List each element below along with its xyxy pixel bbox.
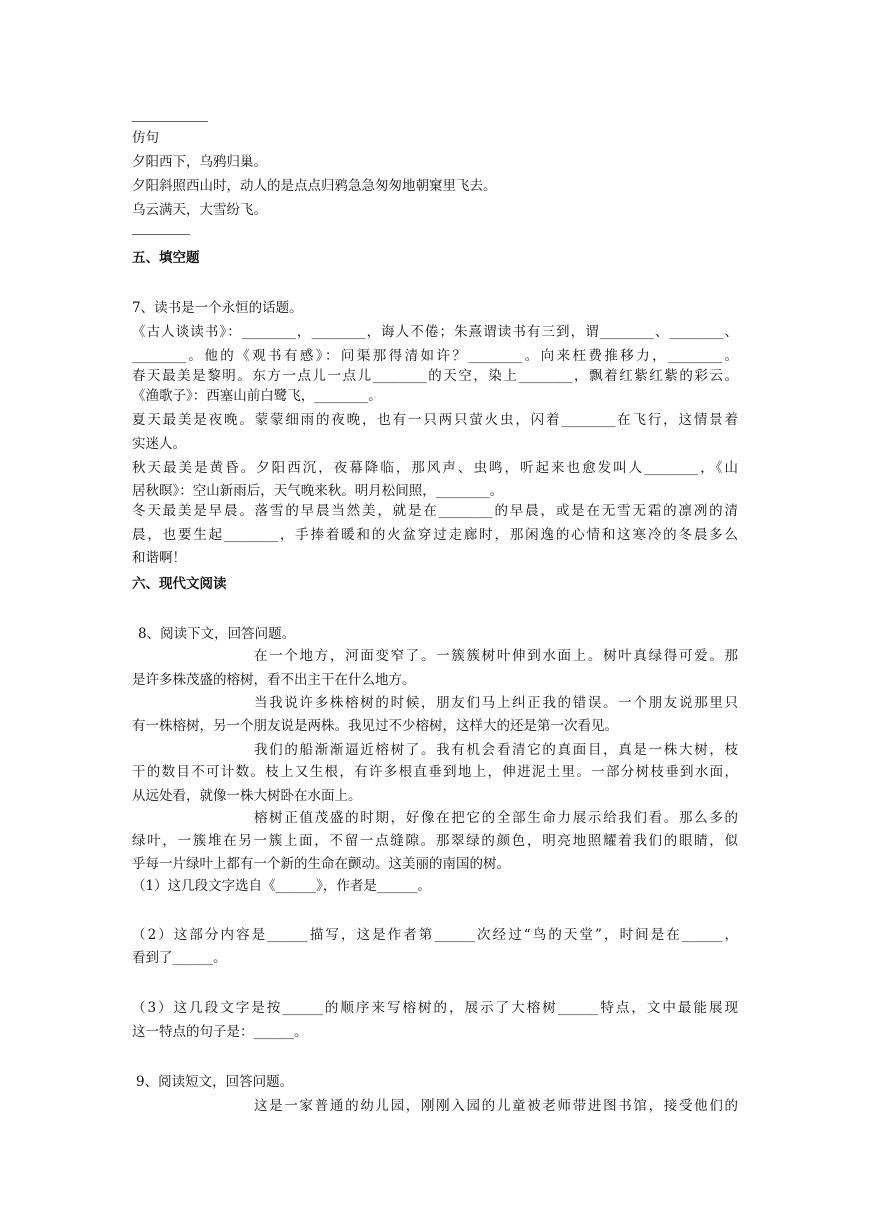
passage-line: 从远处看，就像一株大树卧在水面上。 — [132, 788, 362, 804]
passage-line: 榕树正值茂盛的时期，好像在把它的全部生命力展示给我们看。那么多的 — [254, 810, 738, 826]
q7-line: 晨，也要生起________，手捧着暖和的火盆穿过走廊时，那闲逸的心情和这寒冷的冬晨多么 — [132, 527, 738, 543]
q7-line: 和谐啊！ — [132, 550, 186, 566]
question-8: 8、阅读下文，回答问题。 — [138, 626, 296, 642]
passage-line: 是许多株茂盛的榕树，看不出主干在什么地方。 — [132, 672, 416, 688]
q7-line: 居秋暝》：空山新雨后，天气晚来秋。明月松间照，________。 — [132, 483, 504, 499]
passage-line: 有一株榕树，另一个朋友说是两株。我见过不少榕树，这样大的还是第一次看见。 — [132, 718, 618, 734]
passage-line: 乎每一片绿叶上都有一个新的生命在颤动。这美丽的南国的树。 — [132, 856, 510, 872]
passage-9-line: 这是一家普通的幼儿园，刚刚入园的儿童被老师带进图书馆，接受他们的 — [254, 1098, 738, 1114]
passage-line: 在一个地方，河面变窄了。一簇簇树叶伸到水面上。树叶真绿得可爱。那 — [254, 648, 738, 664]
passage-line: 我们的船渐渐逼近榕树了。我有机会看清它的真面目，真是一株大树，枝 — [254, 742, 738, 758]
passage-line: 绿叶，一簇堆在另一簇上面，不留一点缝隙。那翠绿的颜色，明亮地照耀着我们的眼睛，似 — [132, 833, 738, 849]
passage-line: 当我说许多株榕树的时候，朋友们马上纠正我的错误。一个朋友说那里只 — [254, 695, 738, 711]
answer-line — [132, 234, 190, 235]
section-heading-5: 五、填空题 — [132, 250, 200, 266]
question-9: 9、阅读短文，回答问题。 — [136, 1074, 294, 1090]
q7-line: 夏天最美是夜晚。蒙蒙细雨的夜晚，也有一只两只萤火虫，闪着________在飞行，这情景着 — [132, 412, 738, 428]
section-heading-6: 六、现代文阅读 — [132, 576, 227, 592]
q7-line: 《古人谈读书》：________，________，诲人不倦；朱熹谓读书有三到，谓________、________、 — [132, 324, 738, 340]
q7-line: 实迷人。 — [132, 436, 186, 452]
passage-line: 干的数目不可计数。枝上又生根，有许多根直垂到地上，伸进泥土里。一部分树枝垂到水面， — [132, 764, 738, 780]
q7-line: ________。他的《观书有感》：问渠那得清如许？________。向来枉费推移力，________。 — [132, 348, 738, 364]
sub-question-1: （1）这几段文字选自《______》，作者是______。 — [132, 878, 431, 894]
q7-line: 《渔歌子》：西塞山前白鹭飞，________。 — [132, 388, 382, 404]
sub-question-2: （2）这部分内容是______描写，这是作者第______次经过“鸟的天堂”，时间是在______， — [132, 927, 738, 943]
q7-line: 冬天最美是早晨。落雪的早晨当然美，就是在________的早晨，或是在无雪无霜的凛冽的清 — [132, 503, 738, 519]
sub-question-2-cont: 看到了______。 — [132, 950, 227, 966]
sub-question-3: （3）这几段文字是按______的顺序来写榕树的，展示了大榕树______特点，文中最能展现 — [132, 1000, 738, 1016]
answer-line — [132, 121, 208, 122]
fanju-line-2: 夕阳斜照西山时，动人的是点点归鸦急急匆匆地朝窠里飞去。 — [132, 178, 497, 194]
q7-line: 秋天最美是黄昏。夕阳西沉，夜幕降临，那风声、虫鸣，听起来也愈发叫人________，《山 — [132, 460, 738, 476]
q7-line: 春天最美是黎明。东方一点儿一点儿________的天空，染上________，飘着红紫红紫的彩云。 — [132, 368, 738, 384]
fanju-line-3: 乌云满天，大雪纷飞。 — [132, 202, 267, 218]
sub-question-3-cont: 这一特点的句子是：______。 — [132, 1024, 308, 1040]
fanju-line-1: 夕阳西下，乌鸦归巢。 — [132, 154, 267, 170]
question-7: 7、读书是一个永恒的话题。 — [132, 300, 303, 316]
fanju-title: 仿句 — [132, 130, 159, 146]
